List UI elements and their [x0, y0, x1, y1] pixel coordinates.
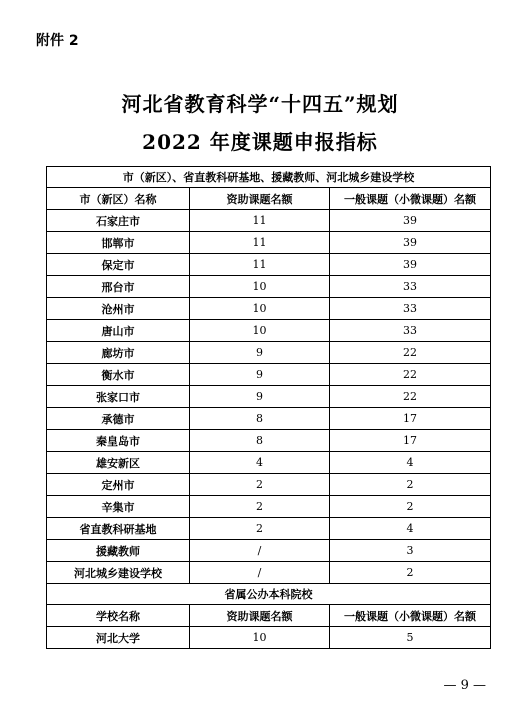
row-name: 邯郸市: [47, 232, 190, 254]
row-name: 承德市: [47, 408, 190, 430]
attachment-label: 附件 2: [36, 33, 79, 49]
funded-quota: /: [190, 540, 330, 562]
row-name: 秦皇岛市: [47, 430, 190, 452]
table-row: [47, 430, 491, 452]
funded-quota: 8: [190, 408, 330, 430]
table-row: [47, 452, 491, 474]
funded-quota: 9: [190, 342, 330, 364]
column-header: 学校名称: [47, 605, 190, 627]
column-header: 一般课题（小微课题）名额: [330, 605, 491, 627]
funded-quota: 10: [190, 276, 330, 298]
row-name: 石家庄市: [47, 210, 190, 232]
section1-heading-row: [47, 167, 491, 188]
column-header: 一般课题（小微课题）名额: [330, 188, 491, 210]
general-quota: 33: [330, 276, 491, 298]
general-quota: 5: [330, 627, 491, 649]
general-quota: 2: [330, 562, 491, 584]
column-header: 资助课题名额: [190, 188, 330, 210]
table-row: [47, 276, 491, 298]
general-quota: 33: [330, 320, 491, 342]
general-quota: 2: [330, 496, 491, 518]
table-row: [47, 320, 491, 342]
row-name: 省直教科研基地: [47, 518, 190, 540]
row-name: 保定市: [47, 254, 190, 276]
table-row: [47, 627, 491, 649]
funded-quota: 11: [190, 254, 330, 276]
general-quota: 22: [330, 342, 491, 364]
section2-heading-row: [47, 584, 491, 605]
funded-quota: 11: [190, 232, 330, 254]
section1-header-row: [47, 188, 491, 210]
funded-quota: 10: [190, 320, 330, 342]
document-subtitle: 2022 年度课题申报指标: [142, 130, 378, 154]
table-row: [47, 474, 491, 496]
funded-quota: 2: [190, 496, 330, 518]
table-row: [47, 210, 491, 232]
funded-quota: 10: [190, 298, 330, 320]
general-quota: 39: [330, 232, 491, 254]
funded-quota: 9: [190, 386, 330, 408]
table-row: [47, 562, 491, 584]
row-name: 河北大学: [47, 627, 190, 649]
funded-quota: 2: [190, 474, 330, 496]
general-quota: 17: [330, 430, 491, 452]
row-name: 河北城乡建设学校: [47, 562, 190, 584]
page-number: — 9 —: [443, 678, 486, 693]
row-name: 援藏教师: [47, 540, 190, 562]
funded-quota: 10: [190, 627, 330, 649]
quota-table: [46, 166, 491, 649]
table-row: [47, 254, 491, 276]
funded-quota: 9: [190, 364, 330, 386]
funded-quota: 4: [190, 452, 330, 474]
column-header: 市（新区）名称: [47, 188, 190, 210]
section2-header-row: [47, 605, 491, 627]
table-row: [47, 540, 491, 562]
quota-table-body: [47, 167, 491, 649]
row-name: 辛集市: [47, 496, 190, 518]
row-name: 沧州市: [47, 298, 190, 320]
row-name: 衡水市: [47, 364, 190, 386]
table-row: [47, 342, 491, 364]
row-name: 唐山市: [47, 320, 190, 342]
row-name: 定州市: [47, 474, 190, 496]
row-name: 邢台市: [47, 276, 190, 298]
general-quota: 39: [330, 210, 491, 232]
table-row: [47, 386, 491, 408]
table-row: [47, 364, 491, 386]
general-quota: 17: [330, 408, 491, 430]
funded-quota: 2: [190, 518, 330, 540]
general-quota: 33: [330, 298, 491, 320]
table-row: [47, 518, 491, 540]
table-row: [47, 298, 491, 320]
general-quota: 39: [330, 254, 491, 276]
table-row: [47, 408, 491, 430]
general-quota: 2: [330, 474, 491, 496]
general-quota: 22: [330, 386, 491, 408]
table-row: [47, 496, 491, 518]
general-quota: 4: [330, 452, 491, 474]
document-title: 河北省教育科学“十四五”规划: [121, 92, 399, 116]
general-quota: 22: [330, 364, 491, 386]
general-quota: 3: [330, 540, 491, 562]
general-quota: 4: [330, 518, 491, 540]
funded-quota: 8: [190, 430, 330, 452]
column-header: 资助课题名额: [190, 605, 330, 627]
section-heading: 省属公办本科院校: [47, 584, 491, 605]
section-heading: 市（新区）、省直教科研基地、援藏教师、河北城乡建设学校: [47, 167, 491, 188]
row-name: 张家口市: [47, 386, 190, 408]
funded-quota: 11: [190, 210, 330, 232]
table-row: [47, 232, 491, 254]
row-name: 廊坊市: [47, 342, 190, 364]
funded-quota: /: [190, 562, 330, 584]
row-name: 雄安新区: [47, 452, 190, 474]
